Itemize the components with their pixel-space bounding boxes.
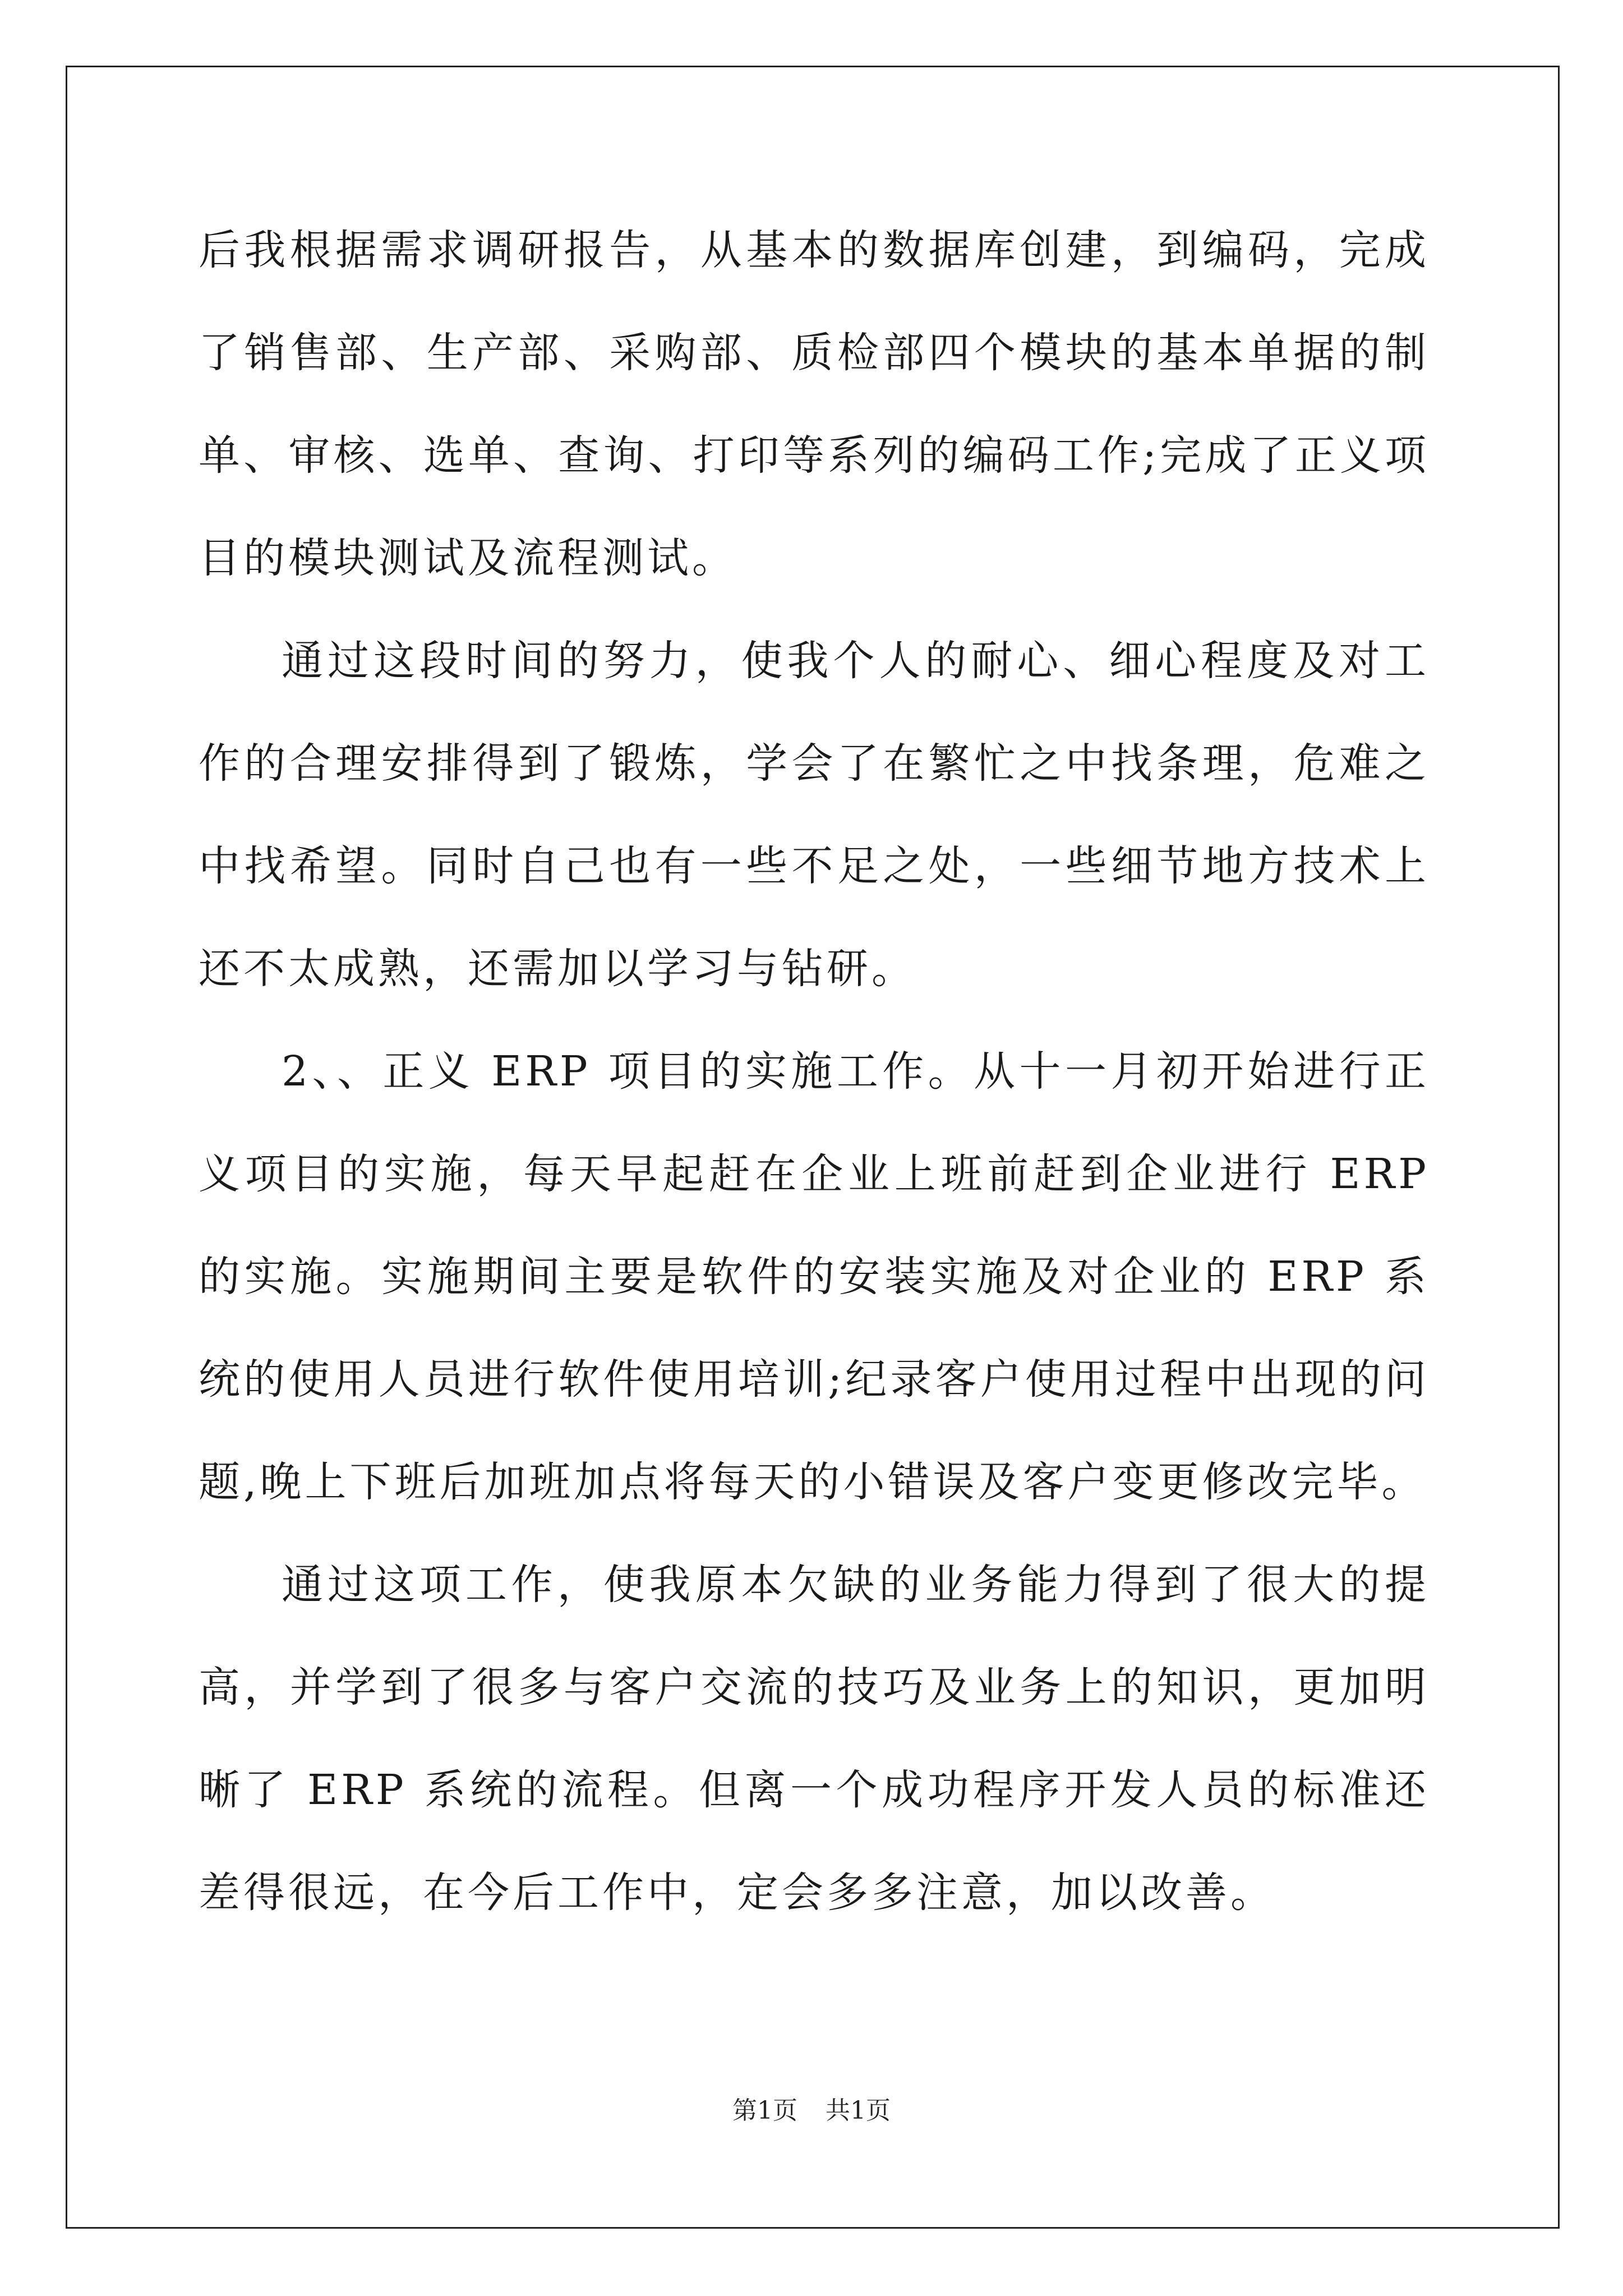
page-number-current: 第1页 (732, 2096, 797, 2125)
paragraph: 后我根据需求调研报告，从基本的数据库创建，到编码，完成了销售部、生产部、采购部、质检部四个模块的基本单据的制单、审核、选单、查询、打印等系列的编码工作;完成了正义项目的模块测试及流程测试。 (199, 226, 1430, 582)
paragraph: 2、、正义 ERP 项目的实施工作。从十一月初开始进行正义项目的实施，每天早起赶在企业上班前赶到企业进行 ERP 的实施。实施期间主要是软件的安装实施及对企业的 ERP 系统的使用人员进行软件使用培训;纪录客户使用过程中出现的问题,晚上下班后加班加点将每天的小错误及客户变更修改完毕。 (199, 1047, 1430, 1506)
page-number-total: 共1页 (826, 2096, 891, 2125)
paragraph: 通过这项工作，使我原本欠缺的业务能力得到了很大的提高，并学到了很多与客户交流的技巧及业务上的知识，更加明晰了 ERP 系统的流程。但离一个成功程序开发人员的标准还差得很远，在今后工作中，定会多多注意，加以改善。 (199, 1561, 1430, 1917)
document-body (199, 199, 1430, 1944)
paragraph: 通过这段时间的努力，使我个人的耐心、细心程度及对工作的合理安排得到了锻炼，学会了在繁忙之中找条理，危难之中找希望。同时自己也有一些不足之处，一些细节地方技术上还不太成熟，还需加以学习与钻研。 (199, 637, 1430, 993)
page-footer (0, 2094, 1623, 2128)
